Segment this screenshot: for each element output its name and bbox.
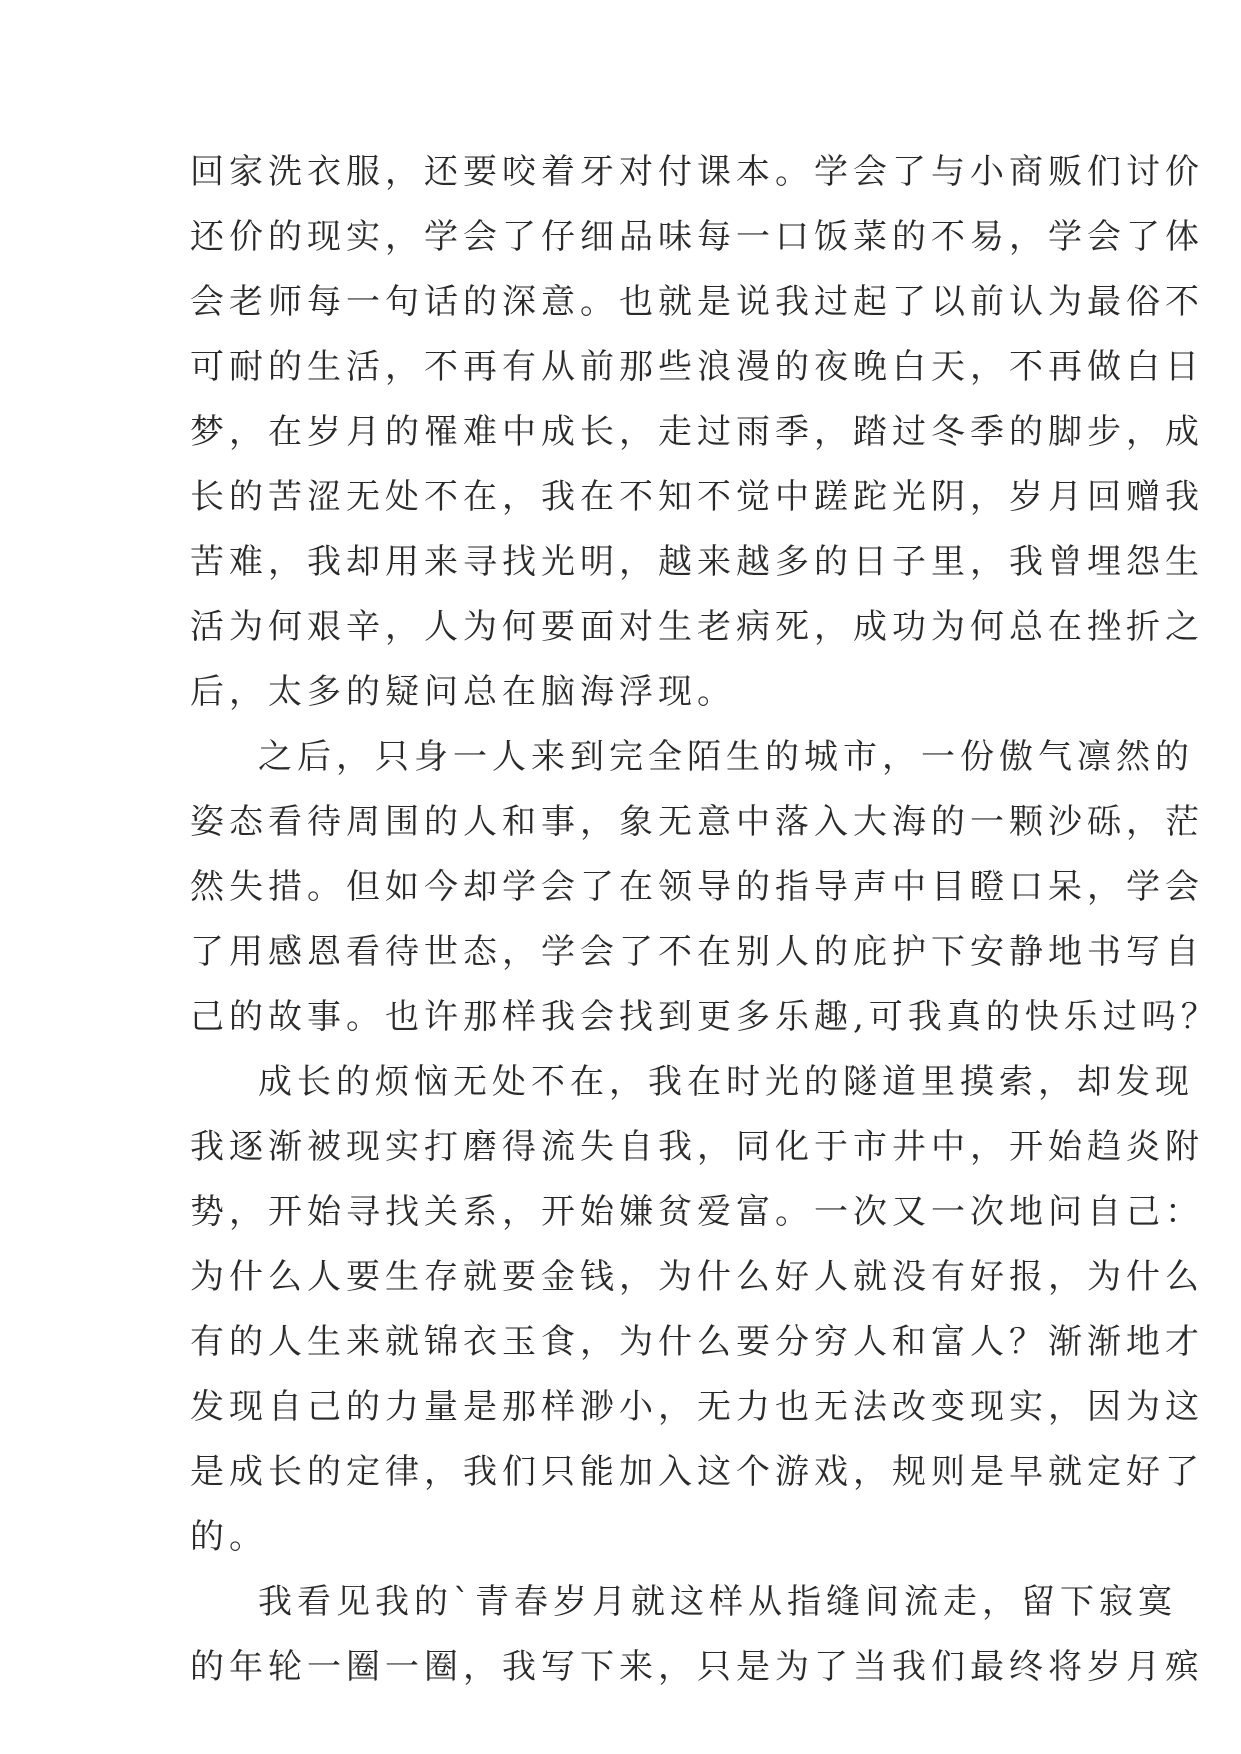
document-body	[190, 140, 1220, 1700]
text-line: 是成长的定律，我们只能加入这个游戏，规则是早就定好了	[190, 1452, 1204, 1492]
text-line: 梦，在岁月的罹难中成长，走过雨季，踏过冬季的脚步，成	[190, 412, 1204, 452]
text-line: 会老师每一句话的深意。也就是说我过起了以前认为最俗不	[190, 282, 1204, 322]
text-line: 发现自己的力量是那样渺小，无力也无法改变现实，因为这	[190, 1387, 1204, 1427]
text-line: 的。	[190, 1517, 268, 1557]
text-line: 我逐渐被现实打磨得流失自我，同化于市井中，开始趋炎附	[190, 1127, 1204, 1167]
text-line: 活为何艰辛，人为何要面对生老病死，成功为何总在挫折之	[190, 607, 1204, 647]
text-line: 了用感恩看待世态，学会了不在别人的庇护下安静地书写自	[190, 932, 1204, 972]
text-line: 然失措。但如今却学会了在领导的指导声中目瞪口呆，学会	[190, 867, 1204, 907]
paragraph-first-line: 我看见我的`青春岁月就这样从指缝间流走，留下寂寞	[258, 1582, 1177, 1622]
text-line: 为什么人要生存就要金钱，为什么好人就没有好报，为什么	[190, 1257, 1204, 1297]
text-line: 有的人生来就锦衣玉食，为什么要分穷人和富人？渐渐地才	[190, 1322, 1204, 1362]
text-line: 的年轮一圈一圈，我写下来，只是为了当我们最终将岁月殡	[190, 1647, 1204, 1687]
text-line: 长的苦涩无处不在，我在不知不觉中蹉跎光阴，岁月回赠我	[190, 477, 1204, 517]
text-line: 苦难，我却用来寻找光明，越来越多的日子里，我曾埋怨生	[190, 542, 1204, 582]
paragraph-first-line: 之后，只身一人来到完全陌生的城市，一份傲气凛然的	[258, 737, 1194, 777]
text-line: 己的故事。也许那样我会找到更多乐趣,可我真的快乐过吗？	[190, 997, 1220, 1037]
text-line: 势，开始寻找关系，开始嫌贫爱富。一次又一次地问自己：	[190, 1192, 1204, 1232]
text-line: 姿态看待周围的人和事，象无意中落入大海的一颗沙砾，茫	[190, 802, 1204, 842]
text-line: 回家洗衣服，还要咬着牙对付课本。学会了与小商贩们讨价	[190, 152, 1204, 192]
text-line: 可耐的生活，不再有从前那些浪漫的夜晚白天，不再做白日	[190, 347, 1204, 387]
paragraph-first-line: 成长的烦恼无处不在，我在时光的隧道里摸索，却发现	[258, 1062, 1194, 1102]
text-line: 后，太多的疑问总在脑海浮现。	[190, 672, 736, 712]
text-line: 还价的现实，学会了仔细品味每一口饭菜的不易，学会了体	[190, 217, 1204, 257]
